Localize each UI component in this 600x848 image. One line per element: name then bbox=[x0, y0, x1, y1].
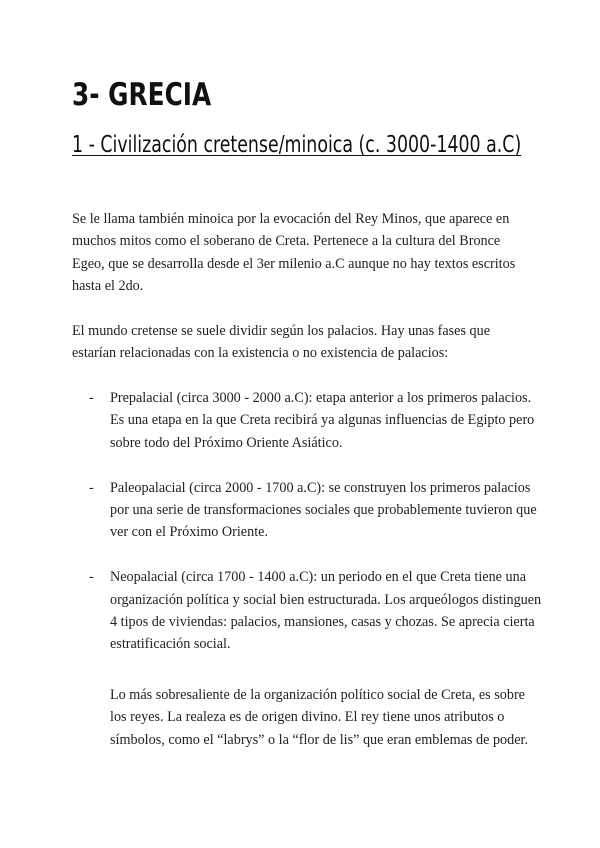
list-item-text: Neopalacial (circa 1700 - 1400 a.C): un periodo en el que Creta tiene una organización política y social bien estructurada. Los arqueólogos distinguen 4 tipos de viviendas: palacios, mansiones, casas y chozas. Se aprecia cierta estratificación social. bbox=[110, 569, 542, 653]
section-title: 1 - Civilización cretense/minoica (c. 3000-1400 a.C) bbox=[72, 132, 522, 158]
list-bullet: - bbox=[89, 569, 94, 586]
list-item-text: Prepalacial (circa 3000 - 2000 a.C): etapa anterior a los primeros palacios. Es una etapa en la que Creta recibirá ya algunas influencias de Egipto pero sobre todo del Próximo Oriente Asiático. bbox=[110, 390, 535, 451]
list-item-neopalacial bbox=[72, 566, 542, 656]
phases-list bbox=[72, 387, 542, 678]
list-item-text: Paleopalacial (circa 2000 - 1700 a.C): se construyen los primeros palacios por una serie de transformaciones sociales que probablemente tuvieron que ver con el Próximo Oriente. bbox=[110, 479, 537, 541]
list-item-prepalacial bbox=[72, 387, 542, 454]
page-title: 3- GRECIA bbox=[72, 77, 212, 113]
phases-intro-paragraph: El mundo cretense se suele dividir según los palacios. Hay unas fases que estarían relacionadas con la existencia o no existencia de palacios: bbox=[72, 323, 491, 362]
neopalatial-extra-paragraph: Lo más sobresaliente de la organización político social de Creta, es sobre los reyes. La realeza es de origen divino. El rey tiene unos atributos o símbolos, como el “labrys” o la “flor de lis” que eran emblemas de poder. bbox=[110, 687, 529, 748]
list-item-paleopalacial bbox=[72, 477, 542, 544]
list-bullet: - bbox=[89, 390, 94, 406]
list-bullet: - bbox=[89, 479, 94, 496]
intro-paragraph: Se le llama también minoica por la evocación del Rey Minos, que aparece en muchos mitos como el soberano de Creta. Pertenece a la cultura del Bronce Egeo, que se desarrolla desde el 3er milenio a.C aunque no hay textos escritos hasta el 2do. bbox=[72, 211, 516, 295]
